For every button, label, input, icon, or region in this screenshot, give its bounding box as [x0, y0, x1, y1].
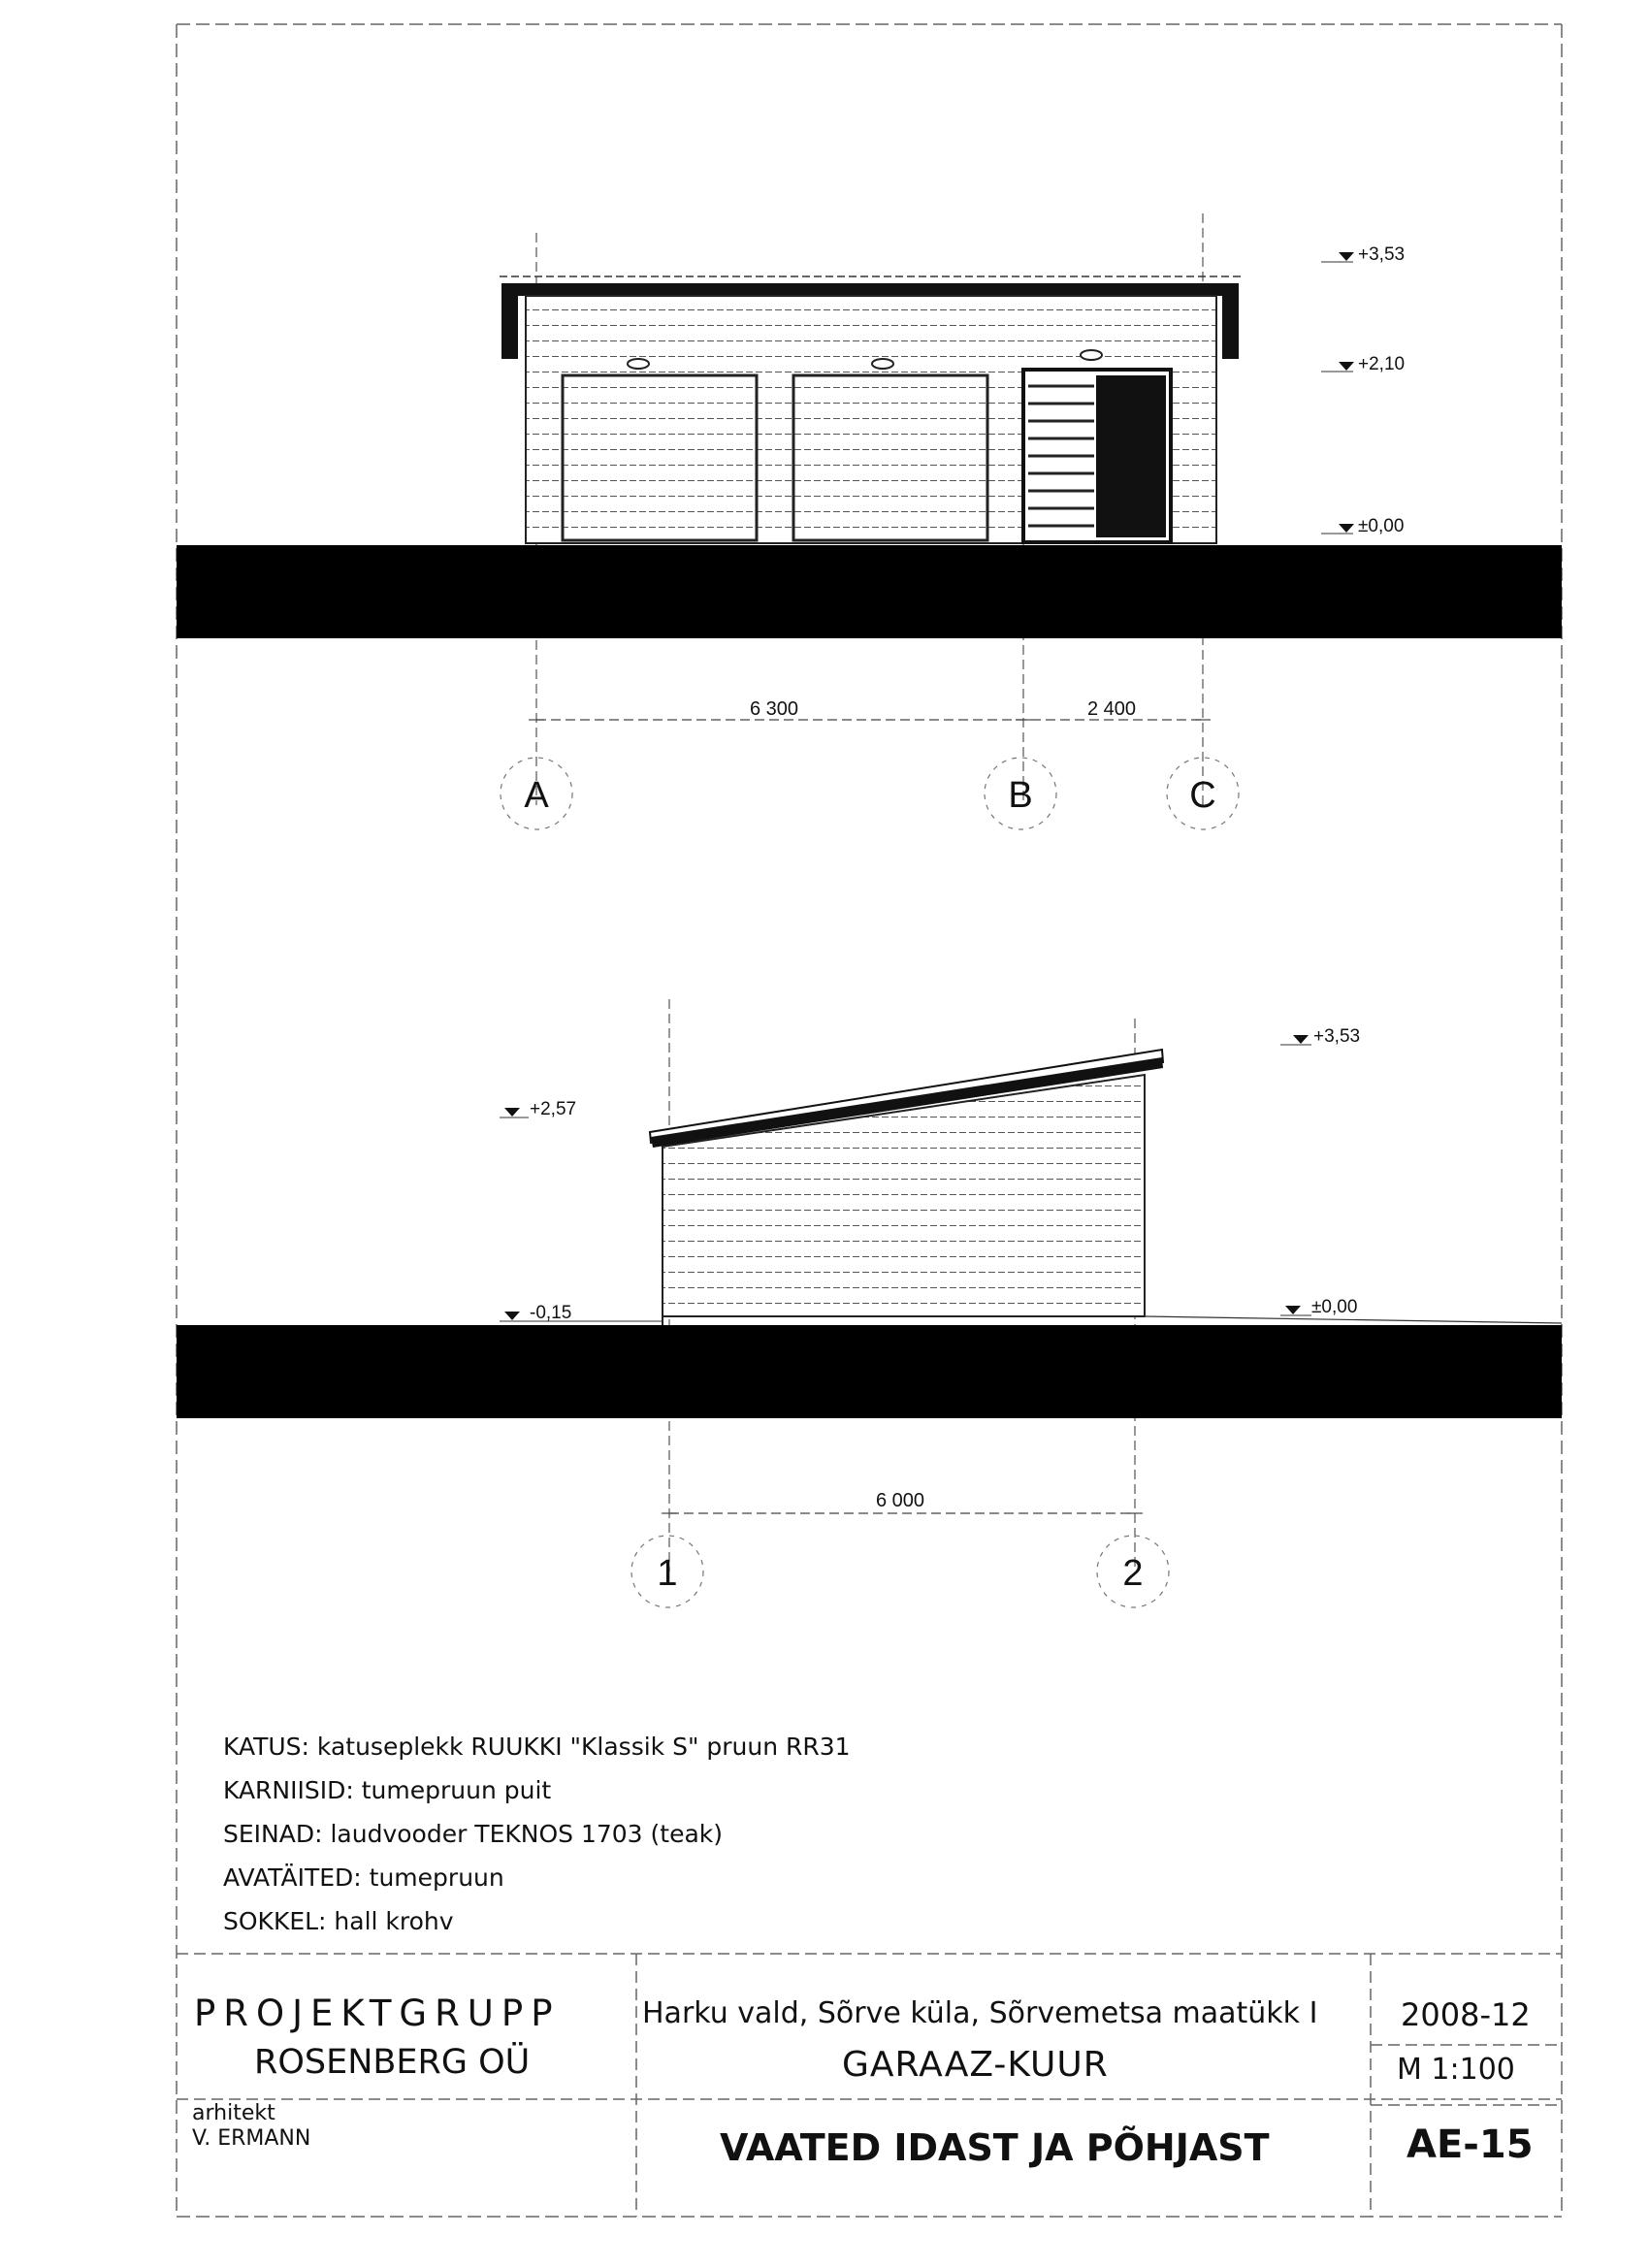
svg-text:C: C: [1189, 775, 1216, 816]
project-address: Harku vald, Sõrve küla, Sõrvemetsa maatükk I: [642, 1996, 1318, 2030]
svg-text:A: A: [524, 775, 549, 816]
sheet-code: AE-15: [1406, 2122, 1534, 2167]
east-level-marker-2: [1321, 354, 1405, 374]
east-level-marker-1: [1321, 244, 1405, 265]
east-lamp-3: [1081, 350, 1102, 360]
architect-role: arhitekt: [192, 2101, 275, 2125]
svg-text:2: 2: [1122, 1553, 1144, 1594]
east-level-label: ±0,00: [1358, 516, 1405, 536]
note-plinth: SOKKEL: hall krohv: [223, 1907, 454, 1935]
east-fascia-left: [501, 283, 518, 359]
company-name: PROJEKTGRUPP: [194, 1993, 561, 2034]
drawing-date: 2008-12: [1401, 1996, 1531, 2033]
note-cornices: KARNIISID: tumepruun puit: [223, 1776, 552, 1804]
east-level-marker-3: [1321, 516, 1404, 536]
north-level-label: +3,53: [1313, 1026, 1361, 1047]
company-name-line2: ROSENBERG OÜ: [254, 2043, 531, 2082]
note-walls: SEINAD: laudvooder TEKNOS 1703 (teak): [223, 1820, 724, 1848]
north-level-marker-4: [1280, 1297, 1357, 1317]
east-lamp-1: [628, 359, 649, 369]
architect-name: V. ERMANN: [192, 2126, 311, 2151]
north-terrain-line: [1145, 1316, 1562, 1323]
axis-bubble-2: [1097, 1536, 1169, 1607]
east-lamp-2: [872, 359, 893, 369]
north-level-label: ±0,00: [1311, 1297, 1358, 1317]
east-dimension-label: 6 300: [749, 698, 799, 720]
north-level-marker-3: [500, 1303, 663, 1323]
elevation-east: [177, 213, 1562, 829]
project-name: GARAAZ-KUUR: [842, 2045, 1109, 2085]
note-openings: AVATÄITED: tumepruun: [223, 1863, 504, 1892]
note-roof: KATUS: katuseplekk RUUKKI "Klassik S" pruun RR31: [223, 1733, 851, 1761]
axis-bubble-1: [631, 1536, 703, 1607]
axis-bubble-a: [501, 758, 572, 829]
axis-bubble-b: [985, 758, 1056, 829]
east-shed-door: [1096, 375, 1166, 537]
drawing-scale: M 1:100: [1397, 2053, 1515, 2087]
east-garage-door-2: [793, 375, 987, 540]
north-level-marker-2: [500, 1099, 576, 1119]
east-ground: [177, 545, 1562, 638]
svg-text:B: B: [1008, 775, 1033, 816]
north-ground: [177, 1325, 1562, 1418]
north-level-marker-1: [1280, 1026, 1360, 1047]
east-fascia-right: [1222, 283, 1239, 359]
elevation-north: [177, 999, 1562, 1607]
sheet-title: VAATED IDAST JA PÕHJAST: [720, 2126, 1270, 2169]
north-level-label: +2,57: [530, 1099, 577, 1119]
east-level-label: +2,10: [1358, 354, 1406, 374]
east-roof: [501, 283, 1239, 296]
east-dimension-label: 2 400: [1086, 698, 1137, 720]
north-wall: [663, 1075, 1145, 1316]
north-dimension-label: 6 000: [875, 1490, 925, 1511]
north-level-label: -0,15: [530, 1303, 572, 1323]
material-notes: [223, 1725, 851, 1943]
svg-text:1: 1: [657, 1553, 678, 1594]
east-garage-door-1: [563, 375, 757, 540]
east-level-label: +3,53: [1358, 244, 1406, 265]
